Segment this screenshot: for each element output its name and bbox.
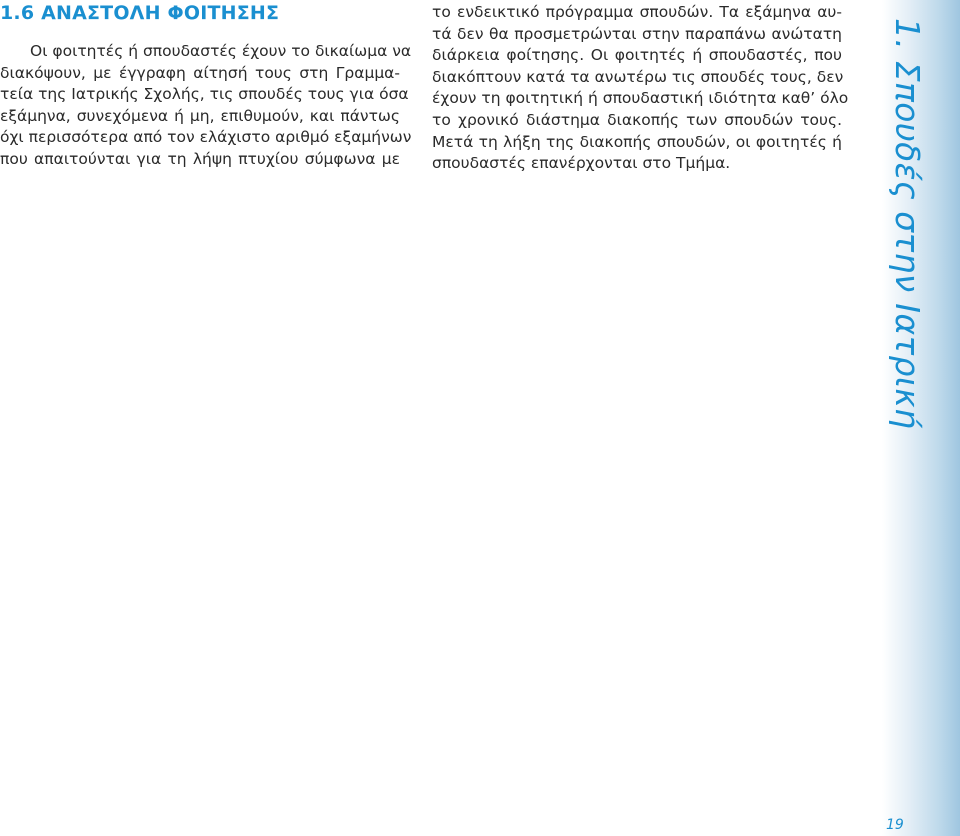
paragraph-line: σπουδαστές επανέρχονται στο Τμήμα. [432,154,731,173]
paragraph-line: διακόπτουν κατά τα ανωτέρω τις σπουδές τους, δεν [432,67,844,86]
paragraph-line: που απαιτούνται για τη λήψη πτυχίου σύμφωνα με [0,149,400,168]
paragraph-line: διάρκεια φοίτησης. Οι φοιτητές ή σπουδαστές, που [432,46,842,65]
paragraph-line: Μετά τη λήξη της διακοπής σπουδών, οι φοιτητές ή [432,132,842,151]
chapter-title: 1. Σπουδές στην Ιατρική [888,18,927,430]
paragraph-line: τεία της Ιατρικής Σχολής, τις σπουδές τους για όσα [0,85,409,104]
paragraph-line: διακόψουν, με έγγραφη αίτησή τους στη Γραμμα- [0,63,400,82]
page-number: 19 [886,817,904,833]
paragraph-line: τά δεν θα προσμετρώνται στην παραπάνω ανώτατη [432,24,842,43]
paragraph-line: Οι φοιτητές ή σπουδαστές έχουν το δικαίωμα να [30,42,412,60]
right-column [432,2,849,175]
paragraph-line: το ενδεικτικό πρόγραμμα σπουδών. Τα εξάμηνα αυ- [432,3,842,21]
paragraph-line: το χρονικό διάστημα διακοπής των σπουδών τους. [432,110,842,129]
paragraph-line: έχουν τη φοιτητική ή σπουδαστική ιδιότητα καθ’ όλο [432,89,849,108]
paragraph-line: όχι περισσότερα από τον ελάχιστο αριθμό εξαμήνων [0,128,412,147]
paragraph-line: εξάμηνα, συνεχόμενα ή μη, επιθυμούν, και πάντως [0,106,400,125]
section-title: 1.6 ΑΝΑΣΤΟΛΗ ΦΟΙΤΗΣΗΣ [0,2,280,24]
left-column [0,41,412,171]
